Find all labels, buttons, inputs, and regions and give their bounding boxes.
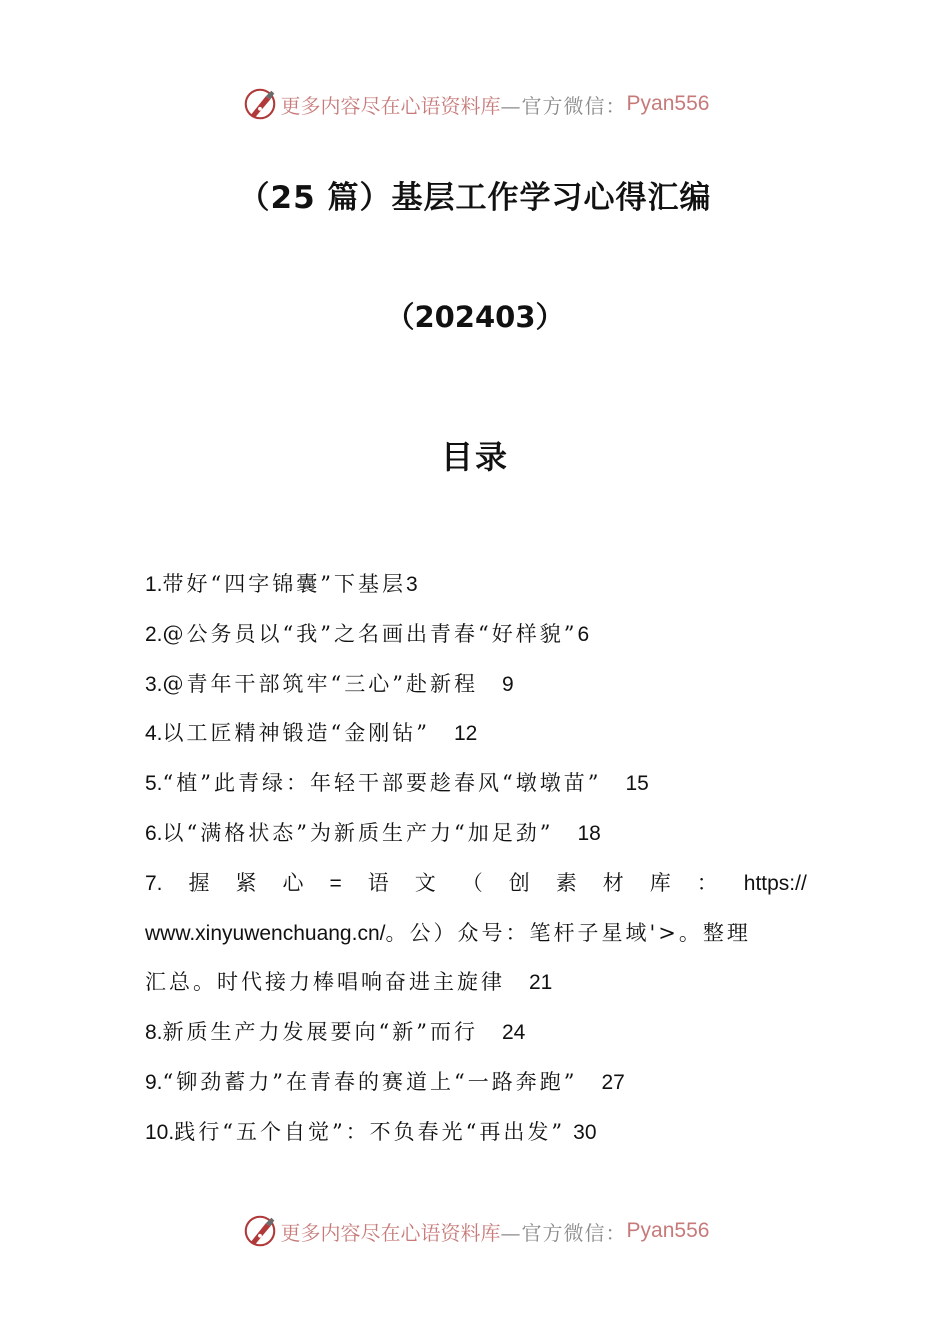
- toc-item-4[interactable]: [145, 709, 807, 759]
- toc-item-number: 3.: [145, 672, 163, 696]
- toc-item-page: 12: [454, 722, 478, 746]
- toc-item-text: 带好“四字锦囊”下基层: [162, 572, 406, 596]
- toc-item-7-line-2[interactable]: [145, 909, 807, 959]
- toc-item-char: 心: [282, 870, 304, 895]
- toc-item-char: 握: [188, 870, 210, 895]
- toc-item-char: 库: [649, 870, 671, 895]
- banner-text: 更多内容尽在心语资料库: [280, 93, 501, 118]
- toc-item-6[interactable]: [145, 809, 807, 859]
- pen-nib-logo-icon: [241, 85, 279, 123]
- toc-item-number: 5.: [145, 772, 163, 796]
- toc-item-number: 1.: [145, 573, 163, 596]
- toc-item-text: @公务员以“我”之名画出青春“好样貌”: [162, 621, 578, 646]
- toc-item-page: 15: [625, 772, 649, 796]
- banner-separator-text: —官方微信：: [500, 1220, 627, 1245]
- toc-item-page: 24: [502, 1021, 526, 1045]
- toc-item-char: 材: [602, 870, 624, 895]
- pen-nib-logo-icon: [241, 1212, 279, 1250]
- document-subtitle: （202403）: [385, 300, 565, 334]
- toc-item-char: 文: [414, 870, 436, 895]
- toc-item-page: 21: [529, 971, 553, 995]
- toc-item-text: “铆劲蓄力”在青春的赛道上“一路奔跑”: [162, 1069, 578, 1094]
- toc-item-url: www.xinyuwenchuang.cn/: [145, 921, 386, 945]
- toc-item-char: 素: [555, 870, 577, 895]
- toc-item-7-line-3[interactable]: [145, 958, 807, 1008]
- footer-watermark-banner: [0, 1209, 950, 1253]
- toc-item-number: 10.: [145, 1120, 175, 1144]
- banner-wechat-id: Pyan556: [626, 92, 710, 115]
- toc-item-page: 18: [577, 821, 601, 845]
- banner-separator-text: —官方微信：: [500, 93, 627, 118]
- table-of-contents: [145, 560, 807, 1158]
- toc-item-text: @青年干部筑牢“三心”赴新程: [162, 671, 478, 696]
- toc-item-page: 27: [601, 1070, 625, 1094]
- toc-item-1[interactable]: [145, 560, 807, 610]
- toc-item-number: 4.: [145, 722, 163, 746]
- toc-item-text: 新质生产力发展要向“新”而行: [162, 1020, 478, 1045]
- toc-item-url-part: https://: [743, 871, 807, 895]
- toc-item-page: 9: [502, 672, 514, 696]
- toc-item-5[interactable]: [145, 759, 807, 809]
- toc-item-number: 8.: [145, 1021, 163, 1045]
- toc-item-10[interactable]: [145, 1108, 807, 1158]
- toc-item-page: 6: [577, 622, 590, 646]
- toc-item-2[interactable]: [145, 610, 807, 660]
- toc-item-char: ：: [696, 870, 718, 895]
- toc-item-char: 语: [367, 870, 389, 895]
- document-title: （25 篇）基层工作学习心得汇编: [238, 180, 712, 216]
- toc-item-char: 创: [508, 870, 530, 895]
- toc-item-7-line-1[interactable]: [145, 859, 807, 909]
- toc-item-char: 紧: [235, 870, 257, 895]
- toc-item-text: 以工匠精神锻造“金刚钻”: [162, 721, 430, 746]
- toc-item-9[interactable]: [145, 1058, 807, 1108]
- toc-item-text: 践行“五个自觉”：不负春光“再出发”: [174, 1119, 566, 1144]
- toc-item-text: 以“满格状态”为新质生产力“加足劲”: [162, 820, 554, 845]
- toc-item-number: 2.: [145, 622, 163, 646]
- toc-item-number: 7.: [145, 871, 163, 895]
- toc-item-number: 9.: [145, 1070, 163, 1094]
- toc-item-text: “植”此青绿：年轻干部要趁春风“墩墩苗”: [162, 771, 602, 796]
- toc-item-char: =: [329, 871, 342, 895]
- header-watermark-banner: [0, 82, 950, 126]
- toc-item-char: （: [461, 870, 483, 895]
- toc-heading: 目录: [440, 438, 509, 476]
- toc-item-page: 3: [406, 573, 418, 596]
- toc-item-text: 汇总。时代接力棒唱响奋进主旋律: [145, 970, 505, 995]
- toc-item-8[interactable]: [145, 1008, 807, 1058]
- banner-text: 更多内容尽在心语资料库: [280, 1220, 501, 1245]
- toc-item-page: 30: [573, 1120, 597, 1144]
- banner-wechat-id: Pyan556: [626, 1219, 710, 1242]
- toc-item-3[interactable]: [145, 660, 807, 710]
- toc-item-number: 6.: [145, 821, 163, 845]
- toc-item-text: 。公）众号：笔杆子星域'>。整理: [385, 920, 751, 945]
